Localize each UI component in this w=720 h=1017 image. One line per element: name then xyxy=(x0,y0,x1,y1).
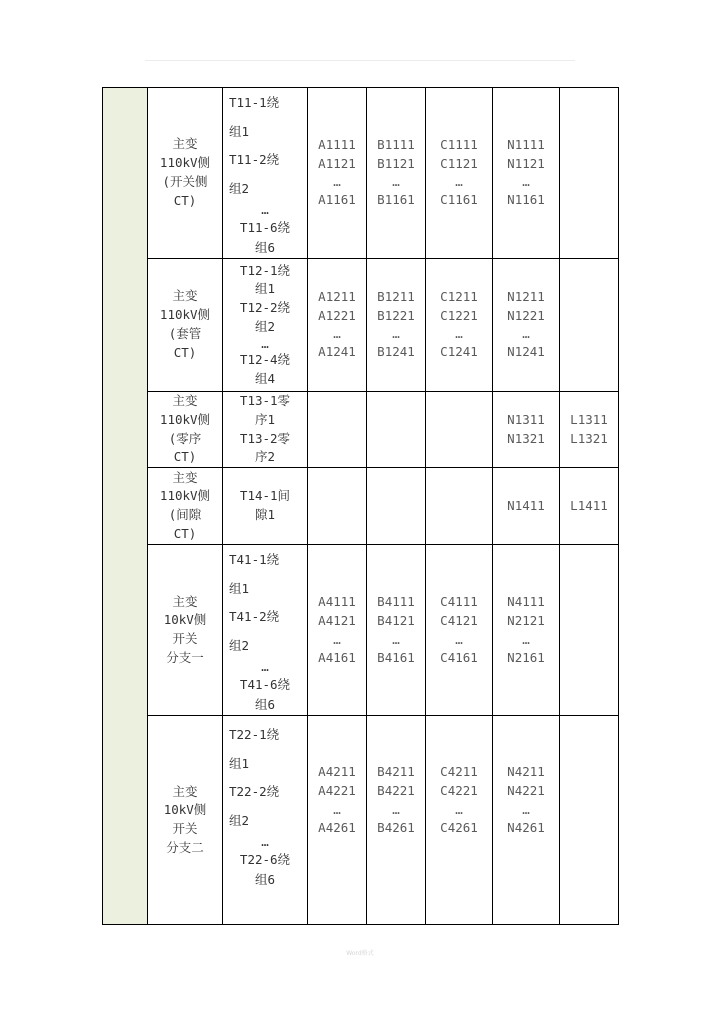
code-line: A1111 xyxy=(318,136,356,152)
code-line: … xyxy=(392,174,400,190)
phase-l-cell xyxy=(560,392,619,468)
code-line: … xyxy=(522,801,530,817)
page-footer-mark: Word格式 xyxy=(346,950,374,957)
code-line: … xyxy=(455,174,463,190)
winding-line: T22-2绕 xyxy=(229,784,280,800)
phase-c-cell xyxy=(426,392,493,468)
phase-b-cell xyxy=(367,716,426,925)
code-line: N1241 xyxy=(507,344,545,360)
winding-line: T14-1间 xyxy=(239,488,291,504)
winding-line: 组1 xyxy=(229,755,250,771)
phase-a-cell xyxy=(308,716,367,925)
label-line: 主变 xyxy=(172,393,198,408)
phase-a-cell xyxy=(308,468,367,545)
label-line: 主变 xyxy=(172,593,198,609)
code-line: C4111 xyxy=(440,593,478,609)
phase-c-cell xyxy=(426,716,493,925)
code-line: C1161 xyxy=(440,192,478,208)
code-line: B4261 xyxy=(377,819,415,835)
code-line: A1241 xyxy=(318,344,356,360)
winding-line: T41-2绕 xyxy=(229,609,280,625)
winding-cell xyxy=(223,259,308,392)
phase-b-cell xyxy=(367,392,426,468)
code-line: B4111 xyxy=(377,593,415,609)
code-line: C4161 xyxy=(440,649,478,665)
label-line: 主变 xyxy=(172,288,198,304)
code-line: C4221 xyxy=(440,782,478,798)
winding-cell xyxy=(223,392,308,468)
winding-line: … xyxy=(261,834,269,850)
winding-line: T41-1绕 xyxy=(229,552,280,568)
label-line: CT) xyxy=(173,449,197,465)
phase-n-cell xyxy=(493,545,560,716)
code-line: A4261 xyxy=(318,819,356,835)
table-row xyxy=(103,716,619,925)
winding-line: 组4 xyxy=(254,370,276,386)
winding-cell xyxy=(223,545,308,716)
row-label-cell xyxy=(148,88,223,259)
winding-line: 组1 xyxy=(254,281,276,297)
phase-b-cell xyxy=(367,259,426,392)
winding-line: 组1 xyxy=(229,580,250,596)
code-line: … xyxy=(522,326,530,342)
winding-line: 序1 xyxy=(254,411,276,427)
side-label-cell xyxy=(103,88,148,925)
winding-line: T22-1绕 xyxy=(229,727,280,743)
code-line: … xyxy=(333,174,341,190)
label-line: 10kV侧 xyxy=(163,612,207,628)
code-line: N1121 xyxy=(507,155,545,171)
label-line: CT) xyxy=(173,192,197,208)
phase-c-cell xyxy=(426,88,493,259)
label-line: 110kV侧 xyxy=(159,155,211,171)
phase-n-cell xyxy=(493,716,560,925)
winding-line: 序2 xyxy=(254,449,276,465)
code-line: … xyxy=(455,326,463,342)
code-line: … xyxy=(333,631,341,647)
phase-a-cell xyxy=(308,392,367,468)
phase-a-cell xyxy=(308,88,367,259)
code-line: … xyxy=(522,631,530,647)
winding-line: 组6 xyxy=(254,872,276,888)
label-line: 主变 xyxy=(172,136,198,152)
phase-n-cell xyxy=(493,259,560,392)
code-line: … xyxy=(333,801,341,817)
phase-a-cell xyxy=(308,545,367,716)
phase-c-cell xyxy=(426,545,493,716)
label-line: CT) xyxy=(173,525,197,541)
winding-line: … xyxy=(261,335,269,351)
code-line: A1161 xyxy=(318,192,356,208)
label-line: 10kV侧 xyxy=(163,802,207,818)
phase-l-cell xyxy=(560,88,619,259)
code-line: N4221 xyxy=(507,782,545,798)
code-line: A4121 xyxy=(318,612,356,628)
code-line: C1211 xyxy=(440,288,478,304)
code-line: N1211 xyxy=(507,288,545,304)
code-line: A1221 xyxy=(318,307,356,323)
code-line: L1321 xyxy=(570,430,608,446)
winding-cell xyxy=(223,88,308,259)
winding-cell xyxy=(223,716,308,925)
table-row xyxy=(103,88,619,259)
code-line: … xyxy=(392,631,400,647)
label-line: 110kV侧 xyxy=(159,488,211,504)
label-line: 主变 xyxy=(172,469,198,485)
winding-line: T22-6绕 xyxy=(239,852,291,868)
code-line: C4261 xyxy=(440,819,478,835)
code-line: N1321 xyxy=(507,430,545,446)
code-line: B4221 xyxy=(377,782,415,798)
phase-c-cell xyxy=(426,468,493,545)
winding-line: 组2 xyxy=(229,180,250,196)
code-line: A4111 xyxy=(318,593,356,609)
code-line: C4121 xyxy=(440,612,478,628)
code-line: C1241 xyxy=(440,344,478,360)
code-line: A4161 xyxy=(318,649,356,665)
winding-line: T11-2绕 xyxy=(229,152,280,167)
code-line: … xyxy=(522,174,530,190)
code-line: N1161 xyxy=(507,192,545,208)
label-line: 110kV侧 xyxy=(159,307,211,323)
code-line: A1121 xyxy=(318,155,356,171)
table-row xyxy=(103,392,619,468)
winding-line: T41-6绕 xyxy=(239,677,291,693)
ct-winding-table xyxy=(102,87,619,925)
winding-line: T13-2零 xyxy=(239,430,291,446)
label-line: 分支二 xyxy=(166,839,204,855)
phase-n-cell xyxy=(493,88,560,259)
winding-line: T13-1零 xyxy=(239,393,291,408)
winding-line: 隙1 xyxy=(254,507,276,523)
phase-l-cell xyxy=(560,259,619,392)
code-line: N4261 xyxy=(507,819,545,835)
code-line: B1121 xyxy=(377,155,415,171)
code-line: L1311 xyxy=(570,411,608,427)
code-line: … xyxy=(455,801,463,817)
row-label-cell xyxy=(148,545,223,716)
code-line: N4211 xyxy=(507,763,545,779)
code-line: … xyxy=(392,801,400,817)
phase-l-cell xyxy=(560,545,619,716)
label-line: CT) xyxy=(173,344,197,360)
code-line: B4161 xyxy=(377,649,415,665)
code-line: B1221 xyxy=(377,307,415,323)
table-row xyxy=(103,468,619,545)
winding-line: 组2 xyxy=(229,637,250,653)
label-line: 开关 xyxy=(172,631,198,647)
label-line: (开关侧 xyxy=(162,174,208,189)
code-line: B1111 xyxy=(377,136,415,152)
phase-c-cell xyxy=(426,259,493,392)
winding-line: T11-6绕 xyxy=(239,220,291,235)
code-line: C1121 xyxy=(440,155,478,171)
label-line: 110kV侧 xyxy=(159,411,211,427)
code-line: N1111 xyxy=(507,136,545,152)
code-line: … xyxy=(392,326,400,342)
winding-line: … xyxy=(261,202,269,217)
winding-line: T12-2绕 xyxy=(239,300,291,316)
phase-b-cell xyxy=(367,88,426,259)
phase-a-cell xyxy=(308,259,367,392)
code-line: N4111 xyxy=(507,593,545,609)
phase-n-cell xyxy=(493,392,560,468)
winding-line: T11-1绕 xyxy=(229,95,280,110)
row-label-cell xyxy=(148,259,223,392)
code-line: A4221 xyxy=(318,782,356,798)
code-line: B4121 xyxy=(377,612,415,628)
header-rule xyxy=(145,60,575,61)
winding-line: 组6 xyxy=(254,240,276,255)
winding-line: 组2 xyxy=(229,812,250,828)
row-label-cell xyxy=(148,392,223,468)
label-line: (套管 xyxy=(168,326,202,341)
code-line: C4211 xyxy=(440,763,478,779)
code-line: C1111 xyxy=(440,136,478,152)
table-row xyxy=(103,259,619,392)
code-line: N2161 xyxy=(507,649,545,665)
code-line: C1221 xyxy=(440,307,478,323)
label-line: (零序 xyxy=(168,430,202,446)
code-line: N1221 xyxy=(507,307,545,323)
row-label-cell xyxy=(148,716,223,925)
code-line: L1411 xyxy=(570,497,608,513)
code-line: B1241 xyxy=(377,344,415,360)
code-line: N1311 xyxy=(507,411,545,427)
code-line: A1211 xyxy=(318,288,356,304)
row-label-cell xyxy=(148,468,223,545)
phase-l-cell xyxy=(560,716,619,925)
code-line: B1161 xyxy=(377,192,415,208)
winding-line: … xyxy=(261,659,269,675)
winding-line: T12-1绕 xyxy=(239,262,291,278)
code-line: … xyxy=(333,326,341,342)
phase-b-cell xyxy=(367,468,426,545)
code-line: B4211 xyxy=(377,763,415,779)
code-line: B1211 xyxy=(377,288,415,304)
code-line: … xyxy=(455,631,463,647)
winding-line: 组2 xyxy=(254,319,276,334)
code-line: A4211 xyxy=(318,763,356,779)
phase-l-cell xyxy=(560,468,619,545)
code-line: N2121 xyxy=(507,612,545,628)
phase-n-cell xyxy=(493,468,560,545)
label-line: (间隙 xyxy=(168,507,202,523)
phase-b-cell xyxy=(367,545,426,716)
winding-cell xyxy=(223,468,308,545)
label-line: 分支一 xyxy=(166,649,204,665)
table-row xyxy=(103,545,619,716)
winding-line: 组6 xyxy=(254,697,276,713)
label-line: 主变 xyxy=(172,783,198,799)
winding-line: T12-4绕 xyxy=(239,351,291,367)
winding-line: 组1 xyxy=(229,123,250,139)
label-line: 开关 xyxy=(172,821,198,837)
code-line: N1411 xyxy=(507,497,545,513)
